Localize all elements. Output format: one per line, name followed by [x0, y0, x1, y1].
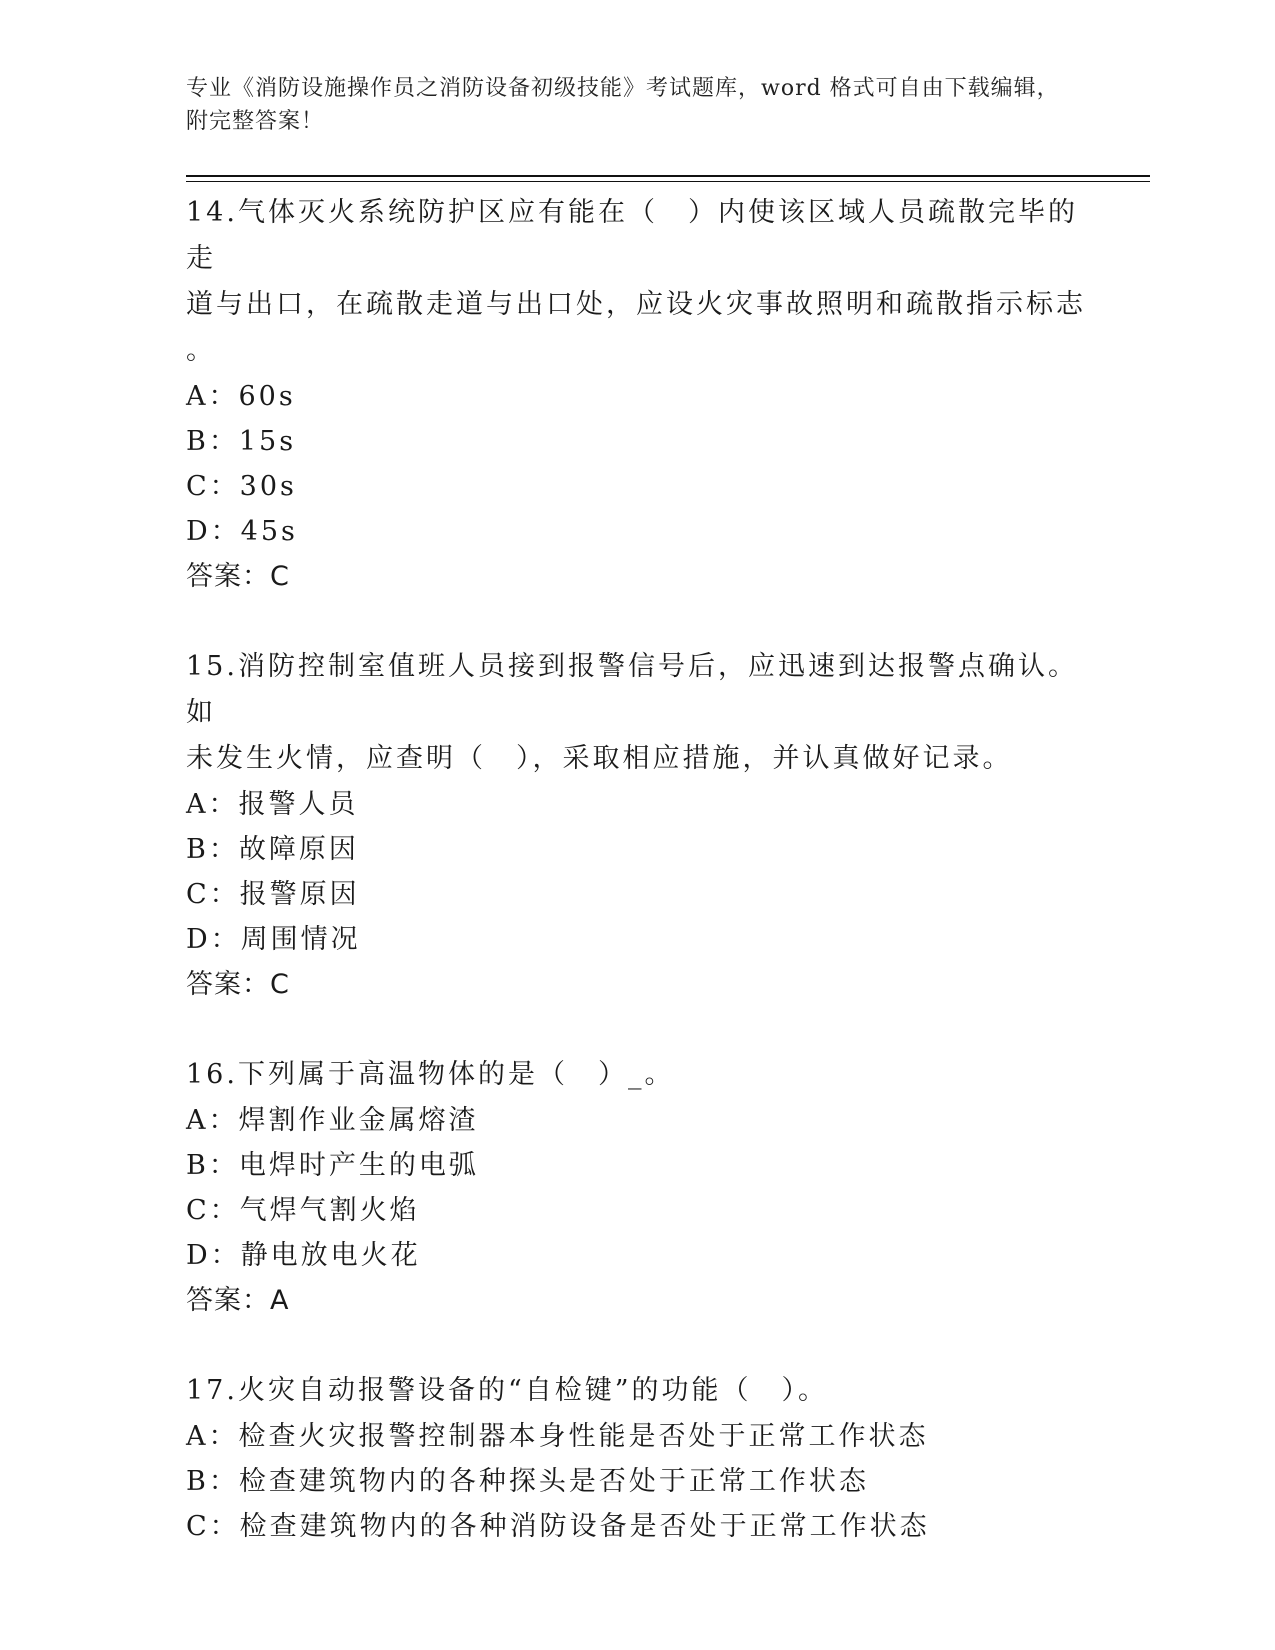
answer: 答案：C [186, 561, 290, 592]
question-17 [186, 1368, 1086, 1549]
question-stem-line: 17.火灾自动报警设备的“自检键”的功能（ ）。 [186, 1375, 829, 1406]
question-stem-line: 15.消防控制室值班人员接到报警信号后，应迅速到达报警点确认。如 [186, 651, 1078, 728]
question-stem-line: 道与出口，在疏散走道与出口处，应设火灾事故照明和疏散指示标志 [186, 289, 1086, 320]
option-b: B：故障原因 [186, 834, 359, 865]
option-a: A：报警人员 [186, 789, 359, 820]
option-b: B：电焊时产生的电弧 [186, 1150, 479, 1181]
question-stem-line: 14.气体灭火系统防护区应有能在（ ）内使该区域人员疏散完毕的走 [186, 197, 1078, 274]
header-text: 专业《消防设施操作员之消防设备初级技能》考试题库，word 格式可自由下载编辑，附完整答案！ [186, 76, 1060, 134]
question-stem-line: 未发生火情，应查明（ ），采取相应措施，并认真做好记录。 [186, 743, 1013, 774]
question-14 [186, 190, 1086, 600]
question-stem-line: 。 [186, 335, 216, 366]
answer: 答案：A [186, 1285, 290, 1316]
option-c: C：30s [186, 471, 297, 502]
document-header [186, 72, 1066, 138]
option-d: D：45s [186, 516, 298, 547]
question-16 [186, 1052, 1086, 1324]
option-d: D：静电放电火花 [186, 1240, 421, 1271]
option-b: B：15s [186, 426, 297, 457]
header-rule-thick [186, 175, 1150, 177]
option-c: C：报警原因 [186, 879, 360, 910]
option-c: C：气焊气割火焰 [186, 1195, 420, 1226]
question-list [186, 190, 1086, 1593]
option-a: A：检查火灾报警控制器本身性能是否处于正常工作状态 [186, 1421, 929, 1452]
answer: 答案：C [186, 969, 290, 1000]
option-b: B：检查建筑物内的各种探头是否处于正常工作状态 [186, 1466, 869, 1497]
question-stem-line: 16.下列属于高温物体的是（ ）_。 [186, 1059, 675, 1090]
option-a: A：焊割作业金属熔渣 [186, 1105, 479, 1136]
question-15 [186, 644, 1086, 1008]
option-a: A：60s [186, 381, 296, 412]
header-rule-thin [186, 181, 1150, 182]
option-c: C：检查建筑物内的各种消防设备是否处于正常工作状态 [186, 1511, 930, 1542]
option-d: D：周围情况 [186, 924, 361, 955]
